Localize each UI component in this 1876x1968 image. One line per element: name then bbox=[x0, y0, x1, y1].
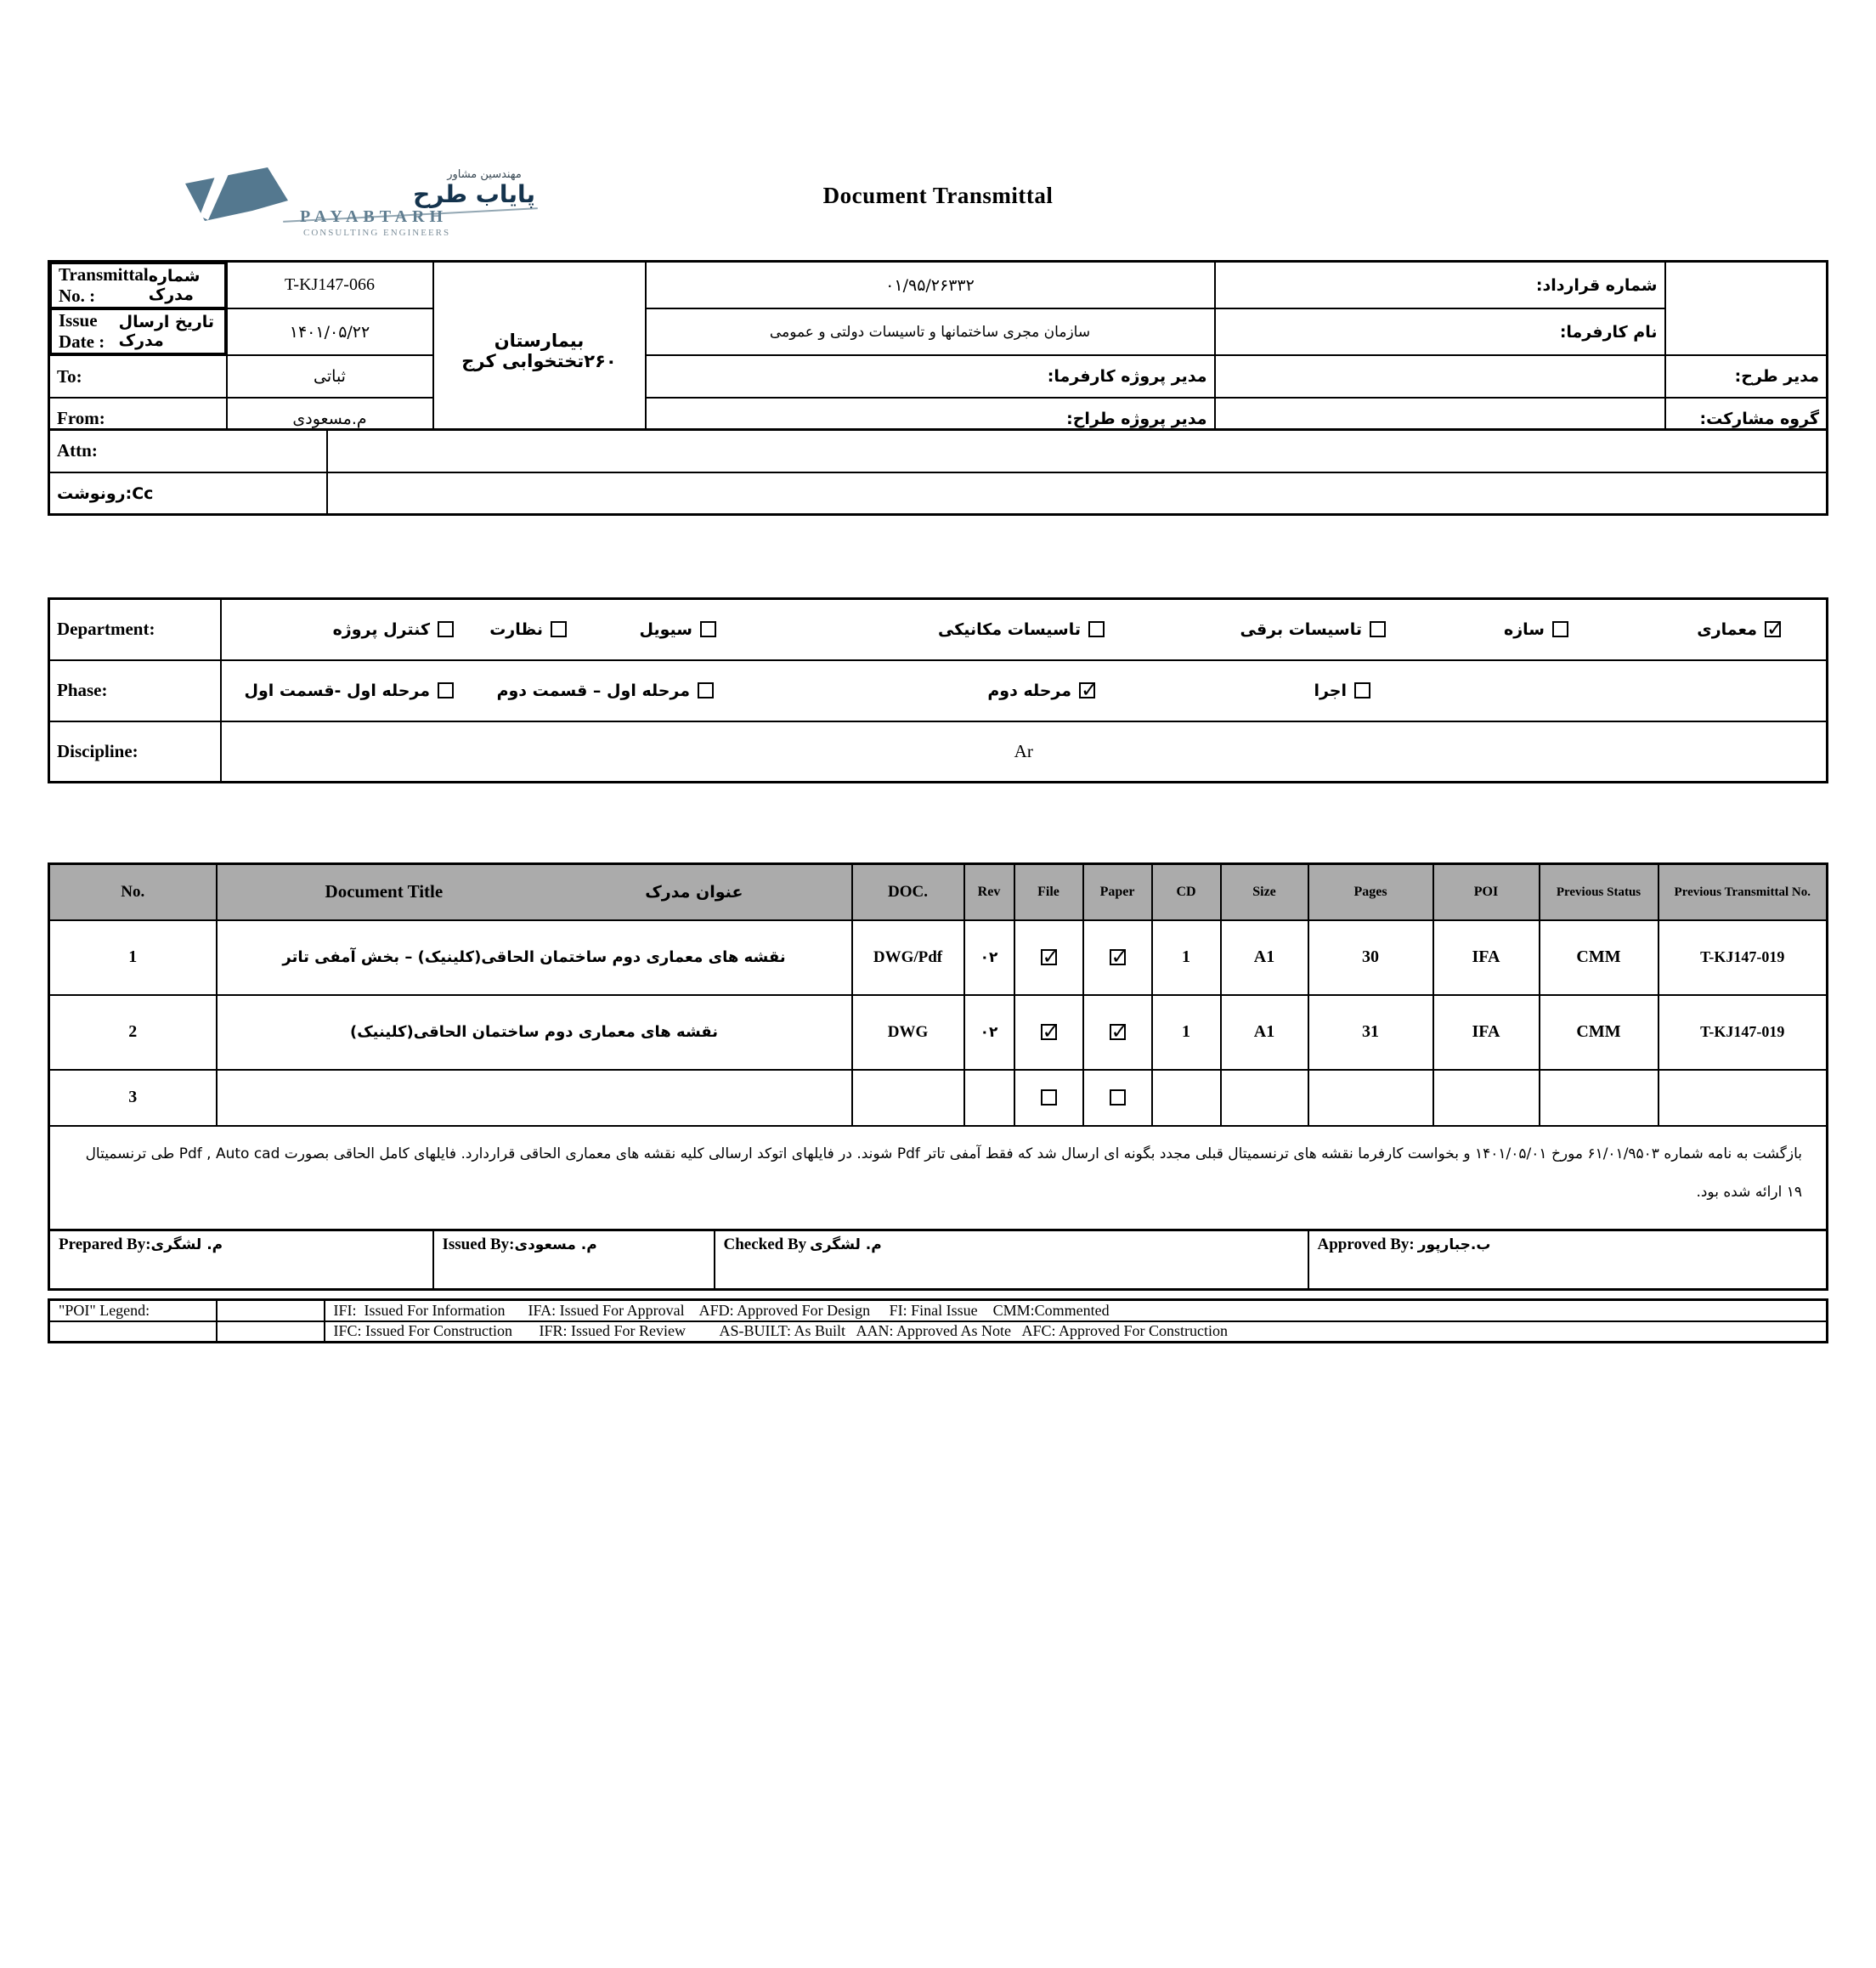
row2-file-checkbox: ✓ bbox=[1042, 1020, 1059, 1043]
row3-cd bbox=[1152, 1070, 1221, 1126]
row-phase bbox=[49, 660, 1828, 721]
col-header-cd: CD bbox=[1152, 864, 1221, 920]
signatures-row bbox=[49, 1230, 1828, 1290]
from-value: م.مسعودی bbox=[227, 398, 433, 440]
row3-title bbox=[217, 1070, 852, 1126]
transmittal-no-value: T-KJ147-066 bbox=[227, 262, 433, 309]
issue-date-label: Issue Date : تاریخ ارسال مدرک bbox=[50, 308, 226, 354]
checkbox-item-supervision: نظارت bbox=[489, 620, 567, 639]
prepared-by-cell bbox=[49, 1230, 433, 1290]
row3-previous-transmittal bbox=[1658, 1070, 1828, 1126]
row-cc bbox=[49, 472, 1828, 515]
row3-doc bbox=[852, 1070, 964, 1126]
mechanical-checkbox bbox=[1088, 621, 1105, 637]
row1-rev: ۰۲ bbox=[964, 920, 1014, 995]
phase2-checkbox: ✓ bbox=[1081, 678, 1099, 702]
phase-options bbox=[221, 660, 1828, 721]
client-name-value: سازمان مجری ساختمانها و تاسیسات دولتی و عمومی bbox=[646, 308, 1215, 355]
row2-no: 2 bbox=[49, 995, 217, 1070]
structure-checkbox bbox=[1552, 621, 1568, 637]
row2-title: نقشه های معماری دوم ساختمان الحاقی(کلینیک) bbox=[217, 995, 852, 1070]
checkbox-item-phase1-part1: مرحله اول -قسمت اول bbox=[244, 681, 454, 700]
row-department bbox=[49, 599, 1828, 660]
document-row-1 bbox=[49, 920, 1828, 995]
documents-header-row bbox=[49, 864, 1828, 920]
checkbox-item-execution: اجرا bbox=[1314, 681, 1370, 700]
prepared-by-label: Prepared By: bbox=[59, 1236, 151, 1253]
row2-paper-checkbox: ✓ bbox=[1110, 1020, 1128, 1043]
row1-poi: IFA bbox=[1433, 920, 1540, 995]
row1-previous-status: CMM bbox=[1540, 920, 1658, 995]
row2-doc: DWG bbox=[852, 995, 964, 1070]
checkbox-item-project-control: کنترل پروژه bbox=[333, 620, 454, 639]
poi-legend-label: "POI" Legend: bbox=[49, 1300, 217, 1321]
row3-pages bbox=[1308, 1070, 1433, 1126]
project-control-checkbox bbox=[438, 621, 454, 637]
civil-checkbox bbox=[700, 621, 716, 637]
col-header-file: File bbox=[1014, 864, 1083, 920]
row-issue-date bbox=[49, 308, 1828, 355]
department-label: Department: bbox=[49, 599, 221, 660]
note-text: بازگشت به نامه شماره ۶۱/۰۱/۹۵۰۳ مورخ ۱۴۰۱/۰۵/۰۱ و بخواست کارفرما نقشه های ترنسمیتال قبلی مجدد بگونه ای ارسال شد که فقط آمفی تاتر Pdf شوند. در فایلهای اتوکد ارسالی کلیه نقشه های معماری الحاقی قراردارد. فایلهای کامل الحاقی بصورت Pdf , Auto cad طی ترنسمیتال ۱۹ ارائه شده بود. bbox=[49, 1126, 1828, 1232]
row-attn bbox=[49, 430, 1828, 472]
row2-previous-status: CMM bbox=[1540, 995, 1658, 1070]
checkbox-item-phase2: مرحله دوم ✓ bbox=[987, 678, 1099, 702]
phase-label: Phase: bbox=[49, 660, 221, 721]
page-title: Document Transmittal bbox=[822, 183, 1054, 208]
col-header-previous-transmittal: Previous Transmittal No. bbox=[1658, 864, 1828, 920]
row2-previous-transmittal: T-KJ147-019 bbox=[1658, 995, 1828, 1070]
row2-paper-cell bbox=[1083, 995, 1152, 1070]
row2-file-cell bbox=[1014, 995, 1083, 1070]
header-table-attn-cc bbox=[48, 428, 1828, 516]
row-transmittal-no bbox=[49, 262, 1828, 309]
checkbox-item-phase1-part2: مرحله اول – قسمت دوم bbox=[497, 681, 714, 700]
from-label: From: bbox=[49, 398, 227, 440]
col-header-previous-status: Previous Status bbox=[1540, 864, 1658, 920]
row1-size: A1 bbox=[1221, 920, 1308, 995]
cc-label: Cc:رونوشت bbox=[57, 484, 154, 503]
transmittal-no-label: Transmittal No. : شماره مدرک bbox=[50, 263, 226, 308]
col-header-doc: DOC. bbox=[852, 864, 964, 920]
row3-poi bbox=[1433, 1070, 1540, 1126]
classification-table bbox=[48, 597, 1828, 783]
client-pm-label: مدیر پروژه کارفرما: bbox=[646, 355, 1215, 398]
approved-by-cell bbox=[1308, 1230, 1828, 1290]
row2-pages: 31 bbox=[1308, 995, 1433, 1070]
partnership-group-label: گروه مشارکت: bbox=[1665, 398, 1828, 440]
row3-file-checkbox bbox=[1041, 1089, 1057, 1106]
row-to bbox=[49, 355, 1828, 398]
row3-file-cell bbox=[1014, 1070, 1083, 1126]
phase1-part1-checkbox bbox=[438, 682, 454, 698]
row1-doc: DWG/Pdf bbox=[852, 920, 964, 995]
attn-label: Attn: bbox=[49, 430, 327, 472]
cc-value bbox=[327, 472, 1828, 515]
designer-pm-label: مدیر پروژه طراح: bbox=[646, 398, 1215, 440]
row2-cd: 1 bbox=[1152, 995, 1221, 1070]
checkbox-item-electrical: تاسیسات برقی bbox=[1240, 620, 1386, 639]
row2-poi: IFA bbox=[1433, 995, 1540, 1070]
client-name-label: نام کارفرما: bbox=[1215, 308, 1665, 355]
row2-rev: ۰۲ bbox=[964, 995, 1014, 1070]
issued-by-cell bbox=[433, 1230, 715, 1290]
row3-previous-status bbox=[1540, 1070, 1658, 1126]
logo-company-name-fa: پایاب طرح bbox=[413, 180, 535, 208]
row1-title: نقشه های معماری دوم ساختمان الحاقی(کلینیک) – بخش آمفی تاتر bbox=[217, 920, 852, 995]
row3-no: 3 bbox=[49, 1070, 217, 1126]
documents-table bbox=[48, 862, 1828, 1233]
legend-empty-label bbox=[49, 1321, 217, 1343]
project-name: بیمارستان ۲۶۰تختخوابی کرج bbox=[433, 262, 646, 441]
row1-file-checkbox: ✓ bbox=[1042, 945, 1059, 969]
row3-paper-checkbox bbox=[1110, 1089, 1126, 1106]
col-header-rev: Rev bbox=[964, 864, 1014, 920]
header-table bbox=[48, 260, 1828, 442]
electrical-checkbox bbox=[1370, 621, 1386, 637]
logo-tagline: مهندسین مشاور bbox=[447, 168, 522, 181]
contract-no-value: ۰۱/۹۵/۲۶۳۳۲ bbox=[646, 262, 1215, 309]
legend-row-1 bbox=[49, 1300, 1828, 1321]
legend-spacer-cell-2 bbox=[217, 1321, 325, 1343]
checked-by-label: Checked By bbox=[723, 1236, 807, 1253]
plan-manager-value bbox=[1215, 355, 1665, 398]
legend-line-2: IFC: Issued For Construction IFR: Issued For Review AS-BUILT: As Built AAN: Approved As Note AFC: Approved For Construction bbox=[325, 1321, 1828, 1343]
approved-by-name: ب.جبارپور bbox=[1417, 1236, 1491, 1253]
attn-value bbox=[327, 430, 1828, 472]
col-header-pages: Pages bbox=[1308, 864, 1433, 920]
issued-by-label: Issued By: bbox=[442, 1236, 515, 1253]
issue-date-value: ۱۴۰۱/۰۵/۲۲ bbox=[227, 308, 433, 355]
checked-by-name: م. لشگری bbox=[810, 1236, 882, 1253]
checkbox-item-structure: سازه bbox=[1504, 620, 1568, 639]
checkbox-item-civil: سیویل bbox=[640, 620, 716, 639]
row1-no: 1 bbox=[49, 920, 217, 995]
row3-size bbox=[1221, 1070, 1308, 1126]
plan-manager-label: مدیر طرح: bbox=[1665, 355, 1828, 398]
row1-previous-transmittal: T-KJ147-019 bbox=[1658, 920, 1828, 995]
col-header-size: Size bbox=[1221, 864, 1308, 920]
document-row-2 bbox=[49, 995, 1828, 1070]
row2-size: A1 bbox=[1221, 995, 1308, 1070]
row1-paper-checkbox: ✓ bbox=[1110, 945, 1128, 969]
row3-paper-cell bbox=[1083, 1070, 1152, 1126]
to-label: To: bbox=[49, 355, 227, 398]
logo-company-subtitle: CONSULTING ENGINEERS bbox=[303, 228, 451, 238]
prepared-by-name: م. لشگری bbox=[150, 1236, 223, 1253]
row3-rev bbox=[964, 1070, 1014, 1126]
checked-by-cell bbox=[715, 1230, 1308, 1290]
architecture-checkbox: ✓ bbox=[1766, 617, 1784, 642]
legend-line-1: IFI: Issued For Information IFA: Issued For Approval AFD: Approved For Design FI: Final Issue CMM:Commented bbox=[325, 1300, 1828, 1321]
supervision-checkbox bbox=[551, 621, 567, 637]
logo-company-name-en: PAYABTARH bbox=[300, 207, 449, 226]
discipline-label: Discipline: bbox=[49, 721, 221, 783]
row1-paper-cell bbox=[1083, 920, 1152, 995]
poi-legend-table bbox=[48, 1298, 1828, 1343]
checkbox-item-mechanical: تاسیسات مکانیکی bbox=[938, 620, 1105, 639]
note-row bbox=[49, 1126, 1828, 1232]
row1-file-cell bbox=[1014, 920, 1083, 995]
to-value: ثباتی bbox=[227, 355, 433, 398]
row-discipline bbox=[49, 721, 1828, 783]
row1-cd: 1 bbox=[1152, 920, 1221, 995]
issued-by-name: م. مسعودی bbox=[514, 1236, 597, 1253]
phase1-part2-checkbox bbox=[698, 682, 714, 698]
department-options bbox=[221, 599, 1828, 660]
signatures-table bbox=[48, 1229, 1828, 1291]
discipline-value: Ar bbox=[221, 721, 1828, 783]
col-header-no: No. bbox=[49, 864, 217, 920]
contract-no-label: شماره قرارداد: bbox=[1215, 262, 1665, 309]
legend-spacer-cell bbox=[217, 1300, 325, 1321]
col-header-document-title: Document Title عنوان مدرک bbox=[217, 864, 852, 920]
row1-pages: 30 bbox=[1308, 920, 1433, 995]
execution-checkbox bbox=[1354, 682, 1370, 698]
document-row-3 bbox=[49, 1070, 1828, 1126]
checkbox-item-architecture: معماری ✓ bbox=[1697, 617, 1784, 642]
approved-by-label: Approved By: bbox=[1317, 1236, 1415, 1253]
col-header-poi: POI bbox=[1433, 864, 1540, 920]
col-header-paper: Paper bbox=[1083, 864, 1152, 920]
legend-row-2 bbox=[49, 1321, 1828, 1343]
